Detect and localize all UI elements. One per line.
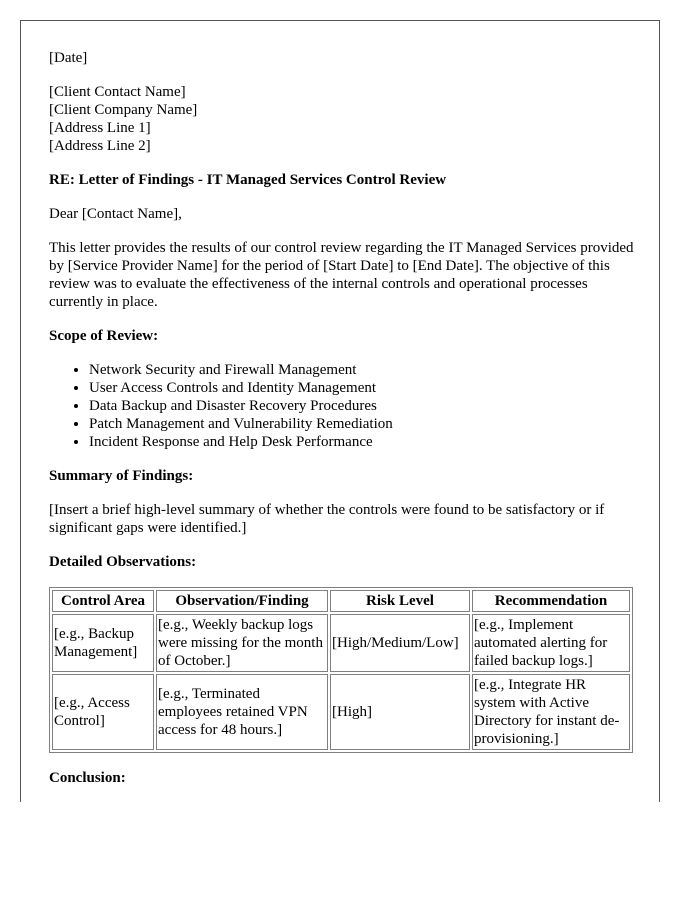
table-row bbox=[52, 614, 630, 672]
header-control-area: Control Area bbox=[52, 590, 154, 612]
summary-heading: Summary of Findings: bbox=[49, 468, 194, 484]
letter-salutation: Dear [Contact Name], bbox=[49, 206, 182, 222]
cell-recommendation: [e.g., Implement automated alerting for failed backup logs.] bbox=[472, 614, 630, 672]
detailed-observations-heading: Detailed Observations: bbox=[49, 554, 197, 570]
scope-item: • Data Backup and Disaster Recovery Procedures bbox=[89, 397, 634, 415]
scope-item: • User Access Controls and Identity Management bbox=[89, 379, 634, 397]
address-line-2: [Address Line 2] bbox=[49, 138, 151, 154]
scope-item: • Network Security and Firewall Management bbox=[89, 361, 634, 379]
letter-date: [Date] bbox=[49, 50, 88, 66]
address-line-1: [Address Line 1] bbox=[49, 120, 151, 136]
letter-page bbox=[20, 20, 660, 802]
cell-recommendation: [e.g., Integrate HR system with Active Directory for instant de-provisioning.] bbox=[472, 674, 630, 750]
cell-observation: [e.g., Terminated employees retained VPN access for 48 hours.] bbox=[156, 674, 328, 750]
address-company-name: [Client Company Name] bbox=[49, 102, 198, 118]
letter-intro-paragraph: This letter provides the results of our control review regarding the IT Managed Services provided by [Service Provider Name] for the period of [Start Date] to [End Date]. The objective of this review was to evaluate the effectiveness of the internal controls and operational processes currently in place. bbox=[49, 240, 634, 310]
conclusion-heading: Conclusion: bbox=[49, 770, 126, 786]
summary-paragraph: [Insert a brief high-level summary of whether the controls were found to be satisfactory or if significant gaps were identified.] bbox=[49, 502, 605, 536]
scope-heading: Scope of Review: bbox=[49, 328, 159, 344]
table-row bbox=[52, 674, 630, 750]
address-block bbox=[49, 83, 634, 155]
cell-risk-level: [High/Medium/Low] bbox=[330, 614, 470, 672]
letter-content bbox=[49, 49, 634, 802]
header-recommendation: Recommendation bbox=[472, 590, 630, 612]
cell-observation: [e.g., Weekly backup logs were missing for the month of October.] bbox=[156, 614, 328, 672]
scope-item: • Patch Management and Vulnerability Remediation bbox=[89, 415, 634, 433]
cell-control-area: [e.g., Backup Management] bbox=[52, 614, 154, 672]
observations-table bbox=[49, 587, 633, 753]
header-observation: Observation/Finding bbox=[156, 590, 328, 612]
scope-item: • Incident Response and Help Desk Performance bbox=[89, 433, 634, 451]
header-risk-level: Risk Level bbox=[330, 590, 470, 612]
letter-subject: RE: Letter of Findings - IT Managed Services Control Review bbox=[49, 172, 447, 188]
table-header-row bbox=[52, 590, 630, 612]
address-contact-name: [Client Contact Name] bbox=[49, 84, 186, 100]
scope-list bbox=[49, 361, 634, 451]
cell-risk-level: [High] bbox=[330, 674, 470, 750]
cell-control-area: [e.g., Access Control] bbox=[52, 674, 154, 750]
